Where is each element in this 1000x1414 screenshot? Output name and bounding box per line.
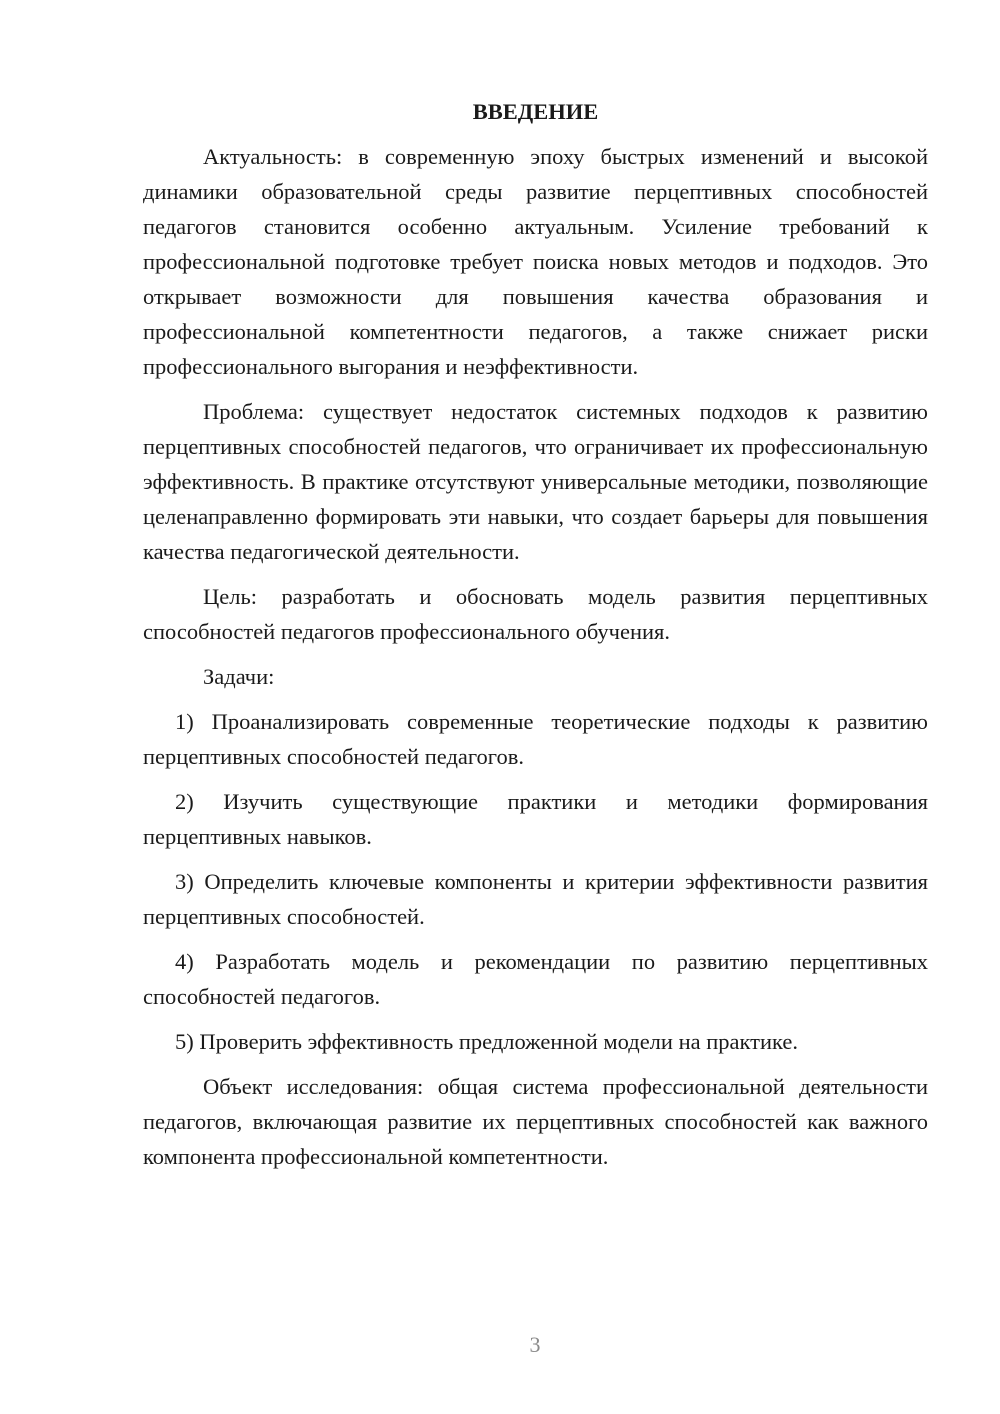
task-item: 4) Разработать модель и рекомендации по развитию перцептивных способностей педагогов. xyxy=(143,949,928,1009)
paragraph-problem: Проблема: существует недостаток системных подходов к развитию перцептивных способностей педагогов, что ограничивает их профессиональную эффективность. В практике отсутствуют универсальные методики, позволяющие целенаправленно формировать эти навыки, что создает барьеры для повышения качества педагогической деятельности. xyxy=(143,399,928,564)
paragraph-object: Объект исследования: общая система профессиональной деятельности педагогов, включающая развитие их перцептивных способностей как важного компонента профессиональной компетентности. xyxy=(143,1074,928,1169)
paragraph-relevance: Актуальность: в современную эпоху быстрых изменений и высокой динамики образовательной среды развитие перцептивных способностей педагогов становится особенно актуальным. Усиление требований к профессиональной подготовке требует поиска новых методов и подходов. Это открывает возможности для повышения качества образования и профессиональной компетентности педагогов, а также снижает риски профессионального выгорания и неэффективности. xyxy=(143,144,928,379)
tasks-list xyxy=(143,704,928,1059)
task-item: 1) Проанализировать современные теоретические подходы к развитию перцептивных способностей педагогов. xyxy=(143,709,928,769)
task-item: 3) Определить ключевые компоненты и критерии эффективности развития перцептивных способностей. xyxy=(143,869,928,929)
tasks-label: Задачи: xyxy=(203,664,275,689)
document-body xyxy=(143,94,928,1184)
task-item: 2) Изучить существующие практики и методики формирования перцептивных навыков. xyxy=(143,789,928,849)
task-item: 5) Проверить эффективность предложенной модели на практике. xyxy=(175,1029,799,1054)
paragraph-goal: Цель: разработать и обосновать модель развития перцептивных способностей педагогов профессионального обучения. xyxy=(143,584,928,644)
page-number: 3 xyxy=(529,1332,541,1357)
section-heading: ВВЕДЕНИЕ xyxy=(472,99,599,124)
